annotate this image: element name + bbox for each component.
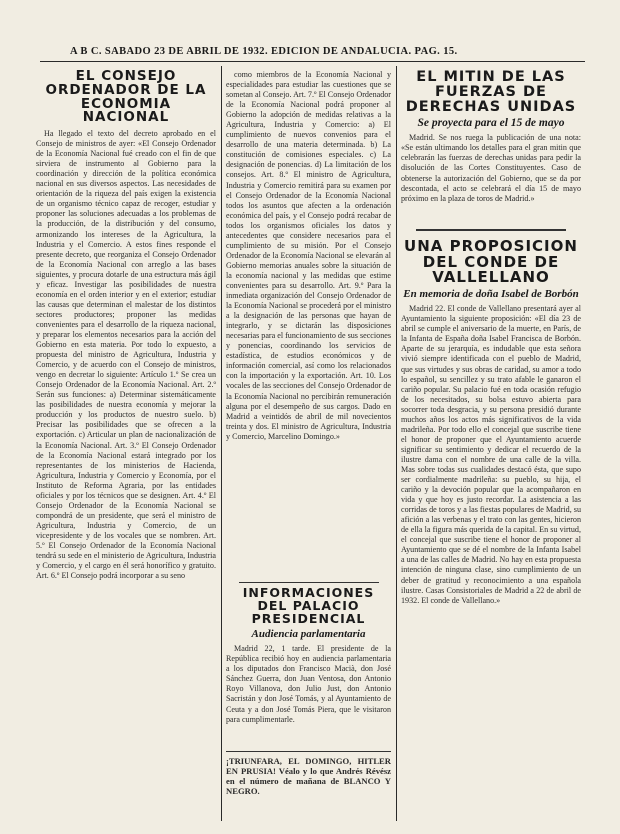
advert-blanco-y-negro [226,751,391,796]
column-divider-1 [221,66,222,821]
section-rule [239,582,379,583]
headline-proposicion-vallellano: UNA PROPOSICION DEL CONDE DE VALLELLANO [404,237,578,286]
column-1 [36,70,216,830]
header-rule [40,61,585,62]
article-audiencia-body: Madrid 22, 1 tarde. El presidente de la República recibió hoy en audiencia parlamentaria a los diputados don Francisco Macià, don José Sánchez Guerra, don Juan Ventosa, don Antonio Royo Villanova, don Julio Just, don Antonio Sacristán y don José Tomás, y al Ayuntamiento de Ceuta y a don José Tomás Piera, que le visitaron para cumplimentarle. [226,644,391,724]
subhead-15-mayo: Se proyecta para el 15 de mayo [417,117,565,130]
advert-text: ¡TRIUNFARA, EL DOMINGO, HITLER EN PRUSIA! Véalo y lo que Andrés Révész en el número de mañana de BLANCO Y NEGRO. [226,756,391,797]
subhead-audiencia: Audiencia parlamentaria [251,628,366,641]
headline-consejo-ordenador: EL CONSEJO ORDENADOR DE LA ECONOMIA NACIONAL [45,70,207,126]
column-divider-2 [396,66,397,821]
article-consejo-continuation: como miembros de la Economía Nacional y especialidades para estudiar las cuestiones que se sometan al Consejo. Art. 7.º El Consejo Ordenador de la Economía Nacional podrá proponer al Gobierno la adopción de medidas relativas a la Agricultura, Industria y Comercio: a) El cumplimiento de nuevos convenios para el desarrollo de una materia determinada. b) La constitución de comisiones especiales. c) La designación de ponencias. d) La limitación de los consejos. Art. 8.º El ministro de Agricultura, Industria y Comercio remitirá para su examen por el Consejo Ordenador de la Economía Nacional todos los asuntos que afecten a la ordenación económica del país, y el Consejo podrá recabar de todos los organismos oficiales los datos y antecedentes que considere necesarios para el cumplimiento de su misión. Por el Consejo Ordenador de la Economía Nacional se elevarán al Gobierno memorias anuales sobre la situación de la economía nacional y las medidas que estime convenientes para su desarrollo. Art. 9.º Para la inmediata organización del Consejo Ordenador de la Economía Nacional se procederá por el ministro a la designación de las personas que hayan de integrarlo, y se dictarán las disposiciones necesarias para el funcionamiento de sus secciones y ponencias, coordinando los servicios de estadística, de estudios económicos y de información comercial, así como los relacionados con la importación y la exportación. Art. 10. Los vocales de las secciones del Consejo Ordenador de la Economía Nacional no percibirán remuneración alguna por el desempeño de sus cargos. Dado en Madrid a veintidós de abril de mil novecientos treinta y dos. El ministro de Agricultura, Industria y Comercio, Marcelino Domingo.» [226,70,391,441]
article-consejo-body: Ha llegado el texto del decreto aprobado en el Consejo de ministros de ayer: «El Consejo Ordenador de la Economía Nacional fué creado con el fin de que sirviera de instrumento al Gobierno para la coordinación y dirección de la política económica nacional en sus diversos aspectos. Las necesidades de orientación de la riqueza del país exigen la existencia de un organismo técnico capaz de recoger, estudiar y proponer las soluciones adecuadas a los problemas de la producción, de la distribución y del consumo, armonizando los intereses de la Agricultura, la Industria y el Comercio. A estos fines responde el presente decreto, que reorganiza el Consejo Ordenador de la Economía Nacional con arreglo a las bases siguientes, y procura dotarle de una estructura más ágil y eficaz. Investigar las posibilidades de nuestra economía en el orden interior y en el exterior; estudiar las causas que determinan el malestar de los distintos sectores productores; proponer las medidas convenientes para el desarrollo de la riqueza nacional, y preparar los elementos necesarios para la acción del Gobierno en esta materia. Por todo lo expuesto, a propuesta del ministro de Agricultura, Industria y Comercio, y de acuerdo con el Consejo de ministros, vengo en decretar lo siguiente: Artículo 1.º Se crea un Consejo Ordenador de la Economía Nacional. Art. 2.º Serán sus funciones: a) Determinar sistemáticamente las posibilidades de nuestra economía y mejorar la producción y los productos de nuestro suelo. b) Precisar las posibilidades que se ofrecen a la exportación. c) Articular un plan de nacionalización de la Economía Nacional. Art. 3.º El Consejo Ordenador de la Economía Nacional estará integrado por los representantes de los ministerios de Hacienda, Agricultura, Industria y Comercio y Economía, por el Instituto de Reforma Agraria, por las entidades oficiales y por los técnicos que se designen. Art. 4.º El Consejo Ordenador de la Economía Nacional se compondrá de un presidente, que será el ministro de Agricultura, Industria y Comercio, de un vicepresidente y de los vocales que se nombren. Art. 5.º El Consejo Ordenador de la Economía Nacional tendrá su sede en el ministerio de Agricultura, Industria y Comercio, y el cargo en él será honorífico y gratuito. Art. 6.º El Consejo podrá incorporar a su seno [36,129,216,581]
column-3 [401,70,581,830]
page-header [70,46,590,57]
article-vallellano-body: Madrid 22. El conde de Vallellano presentará ayer al Ayuntamiento la siguiente proposición: «El día 23 de abril se cumple el aniversario de la muerte, en París, de la Infanta de España doña Isabel Francisca de Borbón. Aparte de su jerarquía, es indudable que esta señora vivió siempre identificada con el pueblo de Madrid, que sus virtudes y sus obras de caridad, su amor a todo lo español, su sencillez y su trato afable le ganaron el cariño popular. Su palacio fué en toda ocasión refugio de los necesitados, su bolsa estuvo abierta para socorrer toda desgracia, y su persona presidió durante muchos años los actos más significativos de la vida madrileña. Por todo ello el concejal que suscribe tiene el honor de proponer que el Ayuntamiento acuerde significar su sentimiento y dedicar el recuerdo de la ilustre dama con el nombre de una calle de la villa. Mas sobre todas sus cualidades destacó ésta, que supo ser cordialmente madrileña: su pueblo, su hija, el cariño y la devoción popular que la acompañaron en vida y que hoy es justo recordar. La asistencia a las corridas de toros y a las fiestas populares de Madrid, su afición a las verbenas y el trato con las gentes, hicieron de ella la figura más querida de la capital. En su virtud, el concejal que suscribe tiene el honor de proponer al Ayuntamiento que se dé el nombre de la Infanta Isabel a una de las calles de Madrid. No hay en esta propuesta intención de ninguna clase, sino cumplimiento de un deber de gratitud y reconocimiento a una española ilustre. Casas Consistoriales de Madrid a 22 de abril de 1932. El conde de Vallellano.» [401,304,581,605]
article-mitin-body: Madrid. Se nos ruega la publicación de una nota: «Se están ultimando los detalles para el gran mitin que celebrarán las fuerzas de derechas unidas para pedir la disolución de las Cortes Constituyentes. Caso de obtenerse la autorización del Gobierno, que se da por descontada, el acto se celebrará el día 15 de mayo próximo en la plaza de toros de Madrid.» [401,133,581,203]
ornament-rule [416,229,566,231]
column-2 [226,70,391,830]
subhead-isabel-borbon: En memoria de doña Isabel de Borbón [403,288,579,301]
headline-palacio-presidencial: INFORMACIONES DEL PALACIO PRESIDENCIAL [242,585,375,626]
headline-mitin-derechas: EL MITIN DE LAS FUERZAS DE DERECHAS UNIDAS [405,70,577,115]
header-text: A B C. SABADO 23 DE ABRIL DE 1932. EDICION DE ANDALUCIA. PAG. 15. [70,46,458,57]
